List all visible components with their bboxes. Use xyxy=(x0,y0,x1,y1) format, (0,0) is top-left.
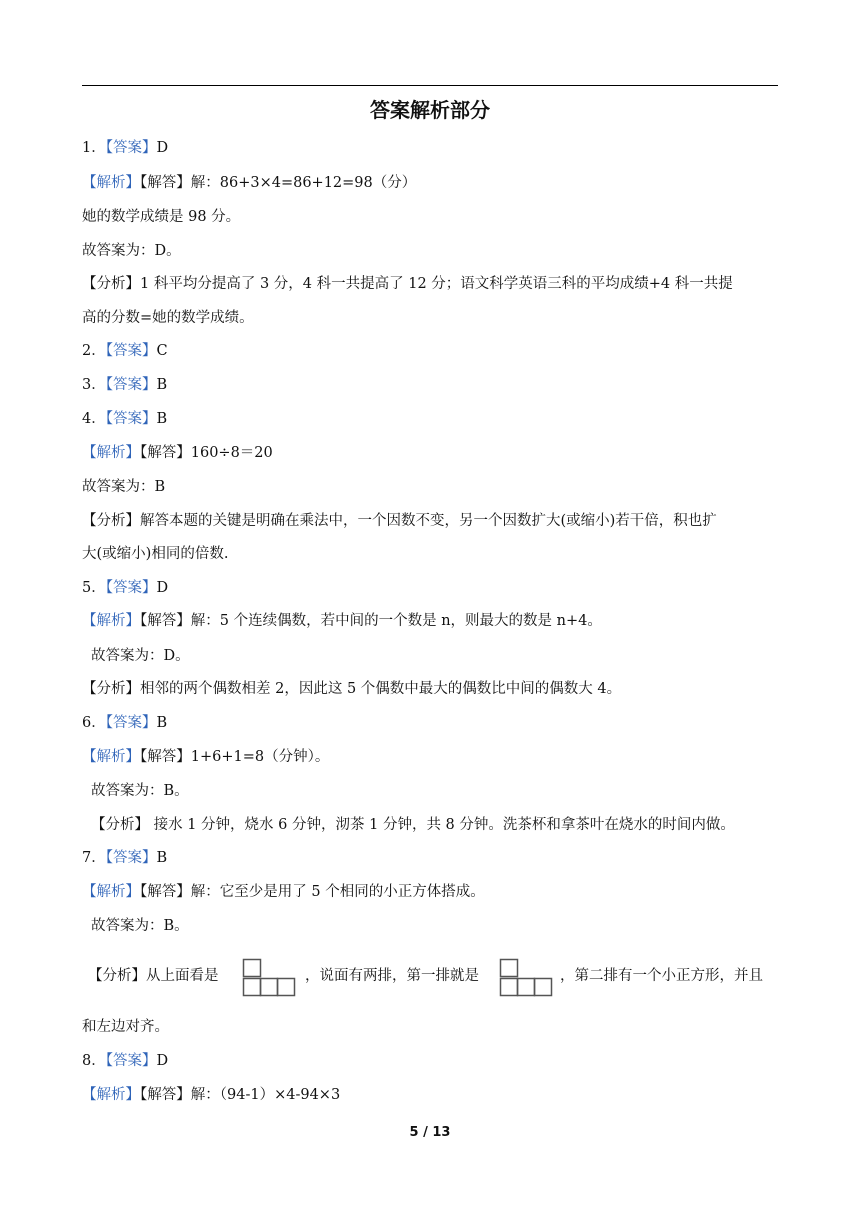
answer-tag: 【答案】 xyxy=(105,140,157,156)
q7-analysis-cont: 和左边对齐。 xyxy=(82,1019,169,1035)
reasoning-tag: 【分析】 xyxy=(91,817,149,833)
answer-tag: 【答案】 xyxy=(105,377,157,393)
q7-analysis-part3: ，第二排有一个小正方形，并且 xyxy=(560,968,763,984)
q5-conclusion: 故答案为：D。 xyxy=(91,648,190,664)
q7-answer-line: 7．【答案】B xyxy=(82,850,168,866)
answer-tag: 【答案】 xyxy=(105,343,157,359)
top-view-figure-1 xyxy=(242,958,296,998)
analysis-tag: 【解析】 xyxy=(82,175,140,191)
header-rule xyxy=(82,85,778,86)
q1-analysis-cont: 高的分数=她的数学成绩。 xyxy=(82,310,254,326)
reasoning-tag: 【分析】 xyxy=(88,968,146,984)
q1-answer-line xyxy=(82,138,782,158)
q1-solution-line: 【解析】【解答】解：86+3×4=86+12=98（分） xyxy=(82,175,417,191)
q4-conclusion: 故答案为：B xyxy=(82,479,166,495)
q7-analysis-part1: 【分析】从上面看是 xyxy=(88,968,219,984)
q7-analysis-part2: ，说面有两排，第一排就是 xyxy=(305,968,479,984)
q2-answer-line: 2．【答案】C xyxy=(82,343,168,359)
answer-tag: 【答案】 xyxy=(105,1053,157,1069)
answer-tag: 【答案】 xyxy=(105,850,157,866)
q6-answer-line: 6．【答案】B xyxy=(82,715,168,731)
question-number: 1． xyxy=(82,140,106,156)
q5-answer-line: 5．【答案】D xyxy=(82,580,169,596)
solution-tag: 【解答】 xyxy=(140,445,191,461)
solution-tag: 【解答】 xyxy=(140,884,191,900)
reasoning-tag: 【分析】 xyxy=(82,681,140,697)
q1-conclusion: 故答案为：D。 xyxy=(82,243,181,259)
solution-tag: 【解答】 xyxy=(140,749,191,765)
q4-solution-line: 【解析】【解答】160÷8＝20 xyxy=(82,445,273,461)
reasoning-tag: 【分析】 xyxy=(82,276,140,292)
solution-tag: 【解答】 xyxy=(140,1087,191,1103)
analysis-tag: 【解析】 xyxy=(82,884,140,900)
analysis-tag: 【解析】 xyxy=(82,613,140,629)
q6-analysis-line: 【分析】 接水 1 分钟，烧水 6 分钟，沏茶 1 分钟，共 8 分钟。洗茶杯和拿茶叶在烧水的时间内做。 xyxy=(91,817,735,833)
q6-conclusion: 故答案为：B。 xyxy=(91,783,189,799)
q8-solution-line: 【解析】【解答】解：（94-1）×4-94×3 xyxy=(82,1087,341,1103)
answer-tag: 【答案】 xyxy=(105,580,157,596)
solution-tag: 【解答】 xyxy=(140,175,191,191)
solution-tag: 【解答】 xyxy=(140,613,191,629)
answer-value: D xyxy=(156,140,169,156)
q4-analysis-line: 【分析】解答本题的关键是明确在乘法中，一个因数不变，另一个因数扩大(或缩小)若干倍，积也扩 xyxy=(82,513,717,529)
analysis-tag: 【解析】 xyxy=(82,445,140,461)
answer-tag: 【答案】 xyxy=(105,715,157,731)
q8-answer-line: 8．【答案】D xyxy=(82,1053,169,1069)
page-number: 5 / 13 xyxy=(409,1125,451,1140)
analysis-tag: 【解析】 xyxy=(82,749,140,765)
q4-analysis-cont: 大(或缩小)相同的倍数. xyxy=(82,546,229,562)
top-view-figure-2 xyxy=(499,958,553,998)
q4-answer-line: 4．【答案】B xyxy=(82,411,168,427)
page-title: 答案解析部分 xyxy=(370,98,490,122)
q7-solution-line: 【解析】【解答】解：它至少是用了 5 个相同的小正方体搭成。 xyxy=(82,884,485,900)
analysis-tag: 【解析】 xyxy=(82,1087,140,1103)
reasoning-tag: 【分析】 xyxy=(82,513,140,529)
q5-solution-line: 【解析】【解答】解：5 个连续偶数，若中间的一个数是 n，则最大的数是 n+4。 xyxy=(82,613,602,629)
q1-paragraph: 她的数学成绩是 98 分。 xyxy=(82,209,241,225)
q3-answer-line: 3．【答案】B xyxy=(82,377,168,393)
q1-analysis-line: 【分析】1 科平均分提高了 3 分，4 科一共提高了 12 分；语文科学英语三科的平均成绩+4 科一共提 xyxy=(82,276,733,292)
q7-conclusion: 故答案为：B。 xyxy=(91,918,189,934)
q5-analysis-line: 【分析】相邻的两个偶数相差 2，因此这 5 个偶数中最大的偶数比中间的偶数大 4。 xyxy=(82,681,622,697)
q6-solution-line: 【解析】【解答】1+6+1=8（分钟）。 xyxy=(82,749,330,765)
answer-tag: 【答案】 xyxy=(105,411,157,427)
